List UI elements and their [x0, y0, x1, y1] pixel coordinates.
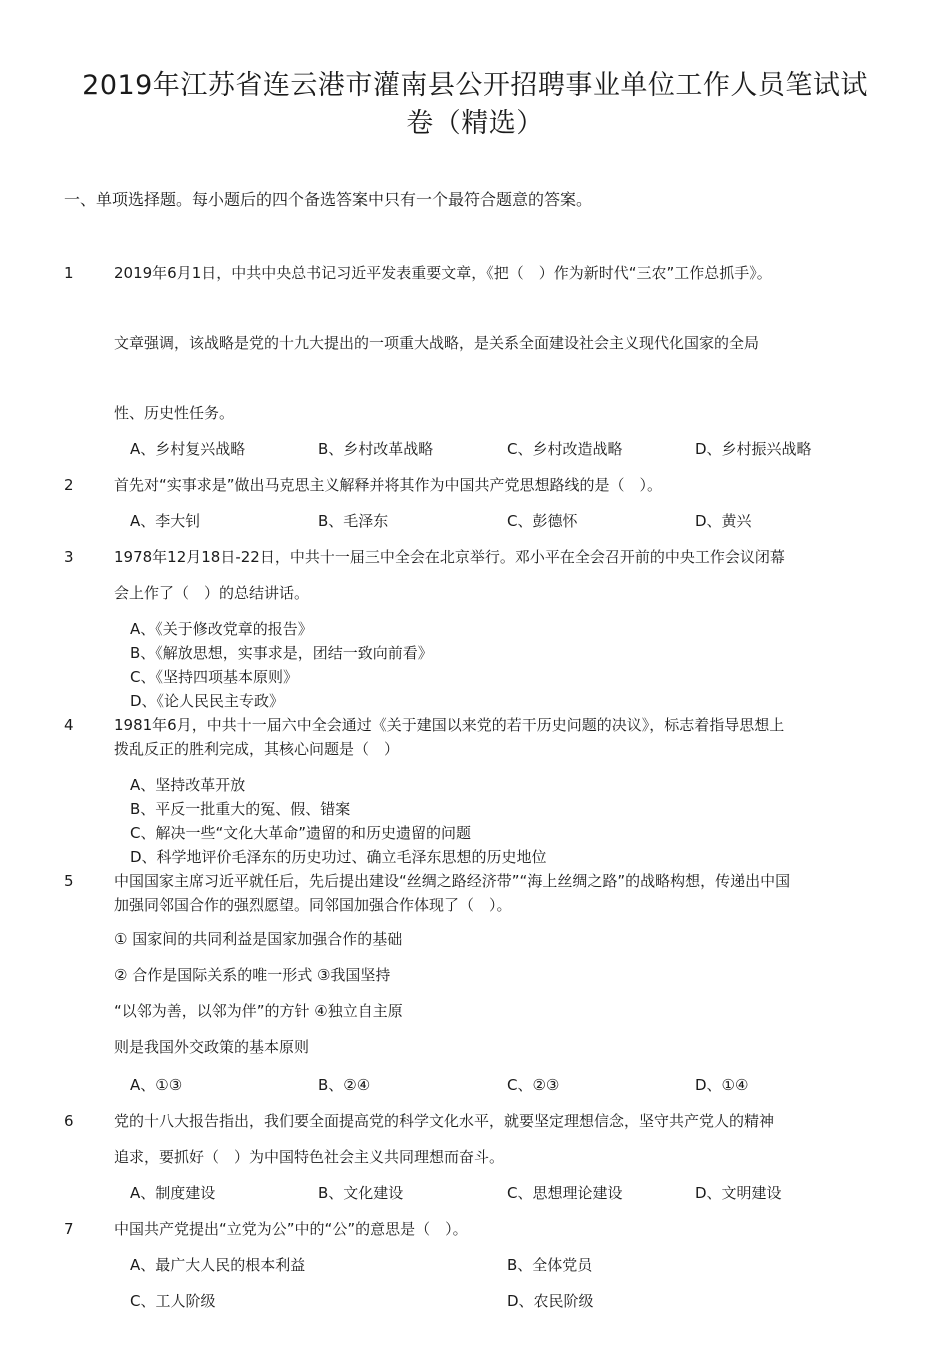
option-d: D、农民阶级: [507, 1292, 594, 1310]
option-d: D、黄兴: [695, 512, 752, 530]
option-a: A、①③: [130, 1076, 183, 1094]
option-d: D、①④: [695, 1076, 749, 1094]
option-b: B、文化建设: [318, 1184, 404, 1202]
option-c: C、②③: [507, 1076, 560, 1094]
question-text: 性、历史性任务。: [114, 404, 235, 422]
option-a: A、最广大人民的根本利益: [130, 1256, 306, 1274]
question-number: 6: [64, 1112, 74, 1130]
question-text: 1978年12月18日-22日，中共十一届三中全会在北京举行。邓小平在全会召开前的中央工作会议闭幕: [114, 548, 785, 566]
question-text: 中国国家主席习近平就任后，先后提出建设“丝绸之路经济带”“海上丝绸之路”的战略构想，传递出中国: [114, 872, 791, 890]
statement-text: 则是我国外交政策的基本原则: [114, 1038, 310, 1056]
option-d: D、乡村振兴战略: [695, 440, 812, 458]
document-title-line-1: 2019年江苏省连云港市灌南县公开招聘事业单位工作人员笔试试: [82, 70, 868, 101]
statement-text: “以邻为善，以邻为伴”的方针 ④独立自主原: [114, 1002, 403, 1020]
question-text: 2019年6月1日，中共中央总书记习近平发表重要文章，《把（ ）作为新时代“三农”工作总抓手》。: [114, 264, 772, 282]
option-d: D、《论人民民主专政》: [130, 692, 285, 710]
statement-text: ① 国家间的共同利益是国家加强合作的基础: [114, 930, 403, 948]
option-b: B、平反一批重大的冤、假、错案: [130, 800, 351, 818]
question-number: 1: [64, 264, 74, 282]
option-c: C、思想理论建设: [507, 1184, 623, 1202]
question-text: 拨乱反正的胜利完成，其核心问题是（ ）: [114, 740, 400, 758]
question-number: 3: [64, 548, 74, 566]
section-heading: 一、单项选择题。每小题后的四个备选答案中只有一个最符合题意的答案。: [64, 190, 593, 209]
question-text: 会上作了（ ）的总结讲话。: [114, 584, 310, 602]
option-b: B、毛泽东: [318, 512, 389, 530]
question-text: 中国共产党提出“立党为公”中的“公”的意思是（ ）。: [114, 1220, 468, 1238]
question-text: 党的十八大报告指出，我们要全面提高党的科学文化水平，就要坚定理想信念，坚守共产党人的精神: [114, 1112, 775, 1130]
option-d: D、科学地评价毛泽东的历史功过、确立毛泽东思想的历史地位: [130, 848, 547, 866]
option-a: A、乡村复兴战略: [130, 440, 246, 458]
option-a: A、坚持改革开放: [130, 776, 246, 794]
statement-text: ② 合作是国际关系的唯一形式 ③我国坚持: [114, 966, 391, 984]
option-c: C、彭德怀: [507, 512, 578, 530]
option-a: A、制度建设: [130, 1184, 216, 1202]
option-b: B、乡村改革战略: [318, 440, 434, 458]
question-number: 2: [64, 476, 74, 494]
option-b: B、全体党员: [507, 1256, 593, 1274]
question-number: 7: [64, 1220, 74, 1238]
option-a: A、李大钊: [130, 512, 201, 530]
option-c: C、《坚持四项基本原则》: [130, 668, 298, 686]
question-text: 追求，要抓好（ ）为中国特色社会主义共同理想而奋斗。: [114, 1148, 505, 1166]
question-text: 1981年6月，中共十一届六中全会通过《关于建国以来党的若干历史问题的决议》，标志着指导思想上: [114, 716, 785, 734]
option-c: C、乡村改造战略: [507, 440, 623, 458]
option-b: B、《解放思想，实事求是，团结一致向前看》: [130, 644, 433, 662]
document-title-line-2: 卷（精选）: [406, 108, 544, 139]
question-number: 5: [64, 872, 74, 890]
question-text: 文章强调，该战略是党的十九大提出的一项重大战略，是关系全面建设社会主义现代化国家的全局: [114, 334, 760, 352]
question-text: 首先对“实事求是”做出马克思主义解释并将其作为中国共产党思想路线的是（ ）。: [114, 476, 663, 494]
option-c: C、工人阶级: [130, 1292, 216, 1310]
question-number: 4: [64, 716, 74, 734]
option-d: D、文明建设: [695, 1184, 782, 1202]
option-b: B、②④: [318, 1076, 371, 1094]
option-c: C、解决一些“文化大革命”遗留的和历史遗留的问题: [130, 824, 472, 842]
question-text: 加强同邻国合作的强烈愿望。同邻国加强合作体现了（ ）。: [114, 896, 512, 914]
option-a: A、《关于修改党章的报告》: [130, 620, 313, 638]
